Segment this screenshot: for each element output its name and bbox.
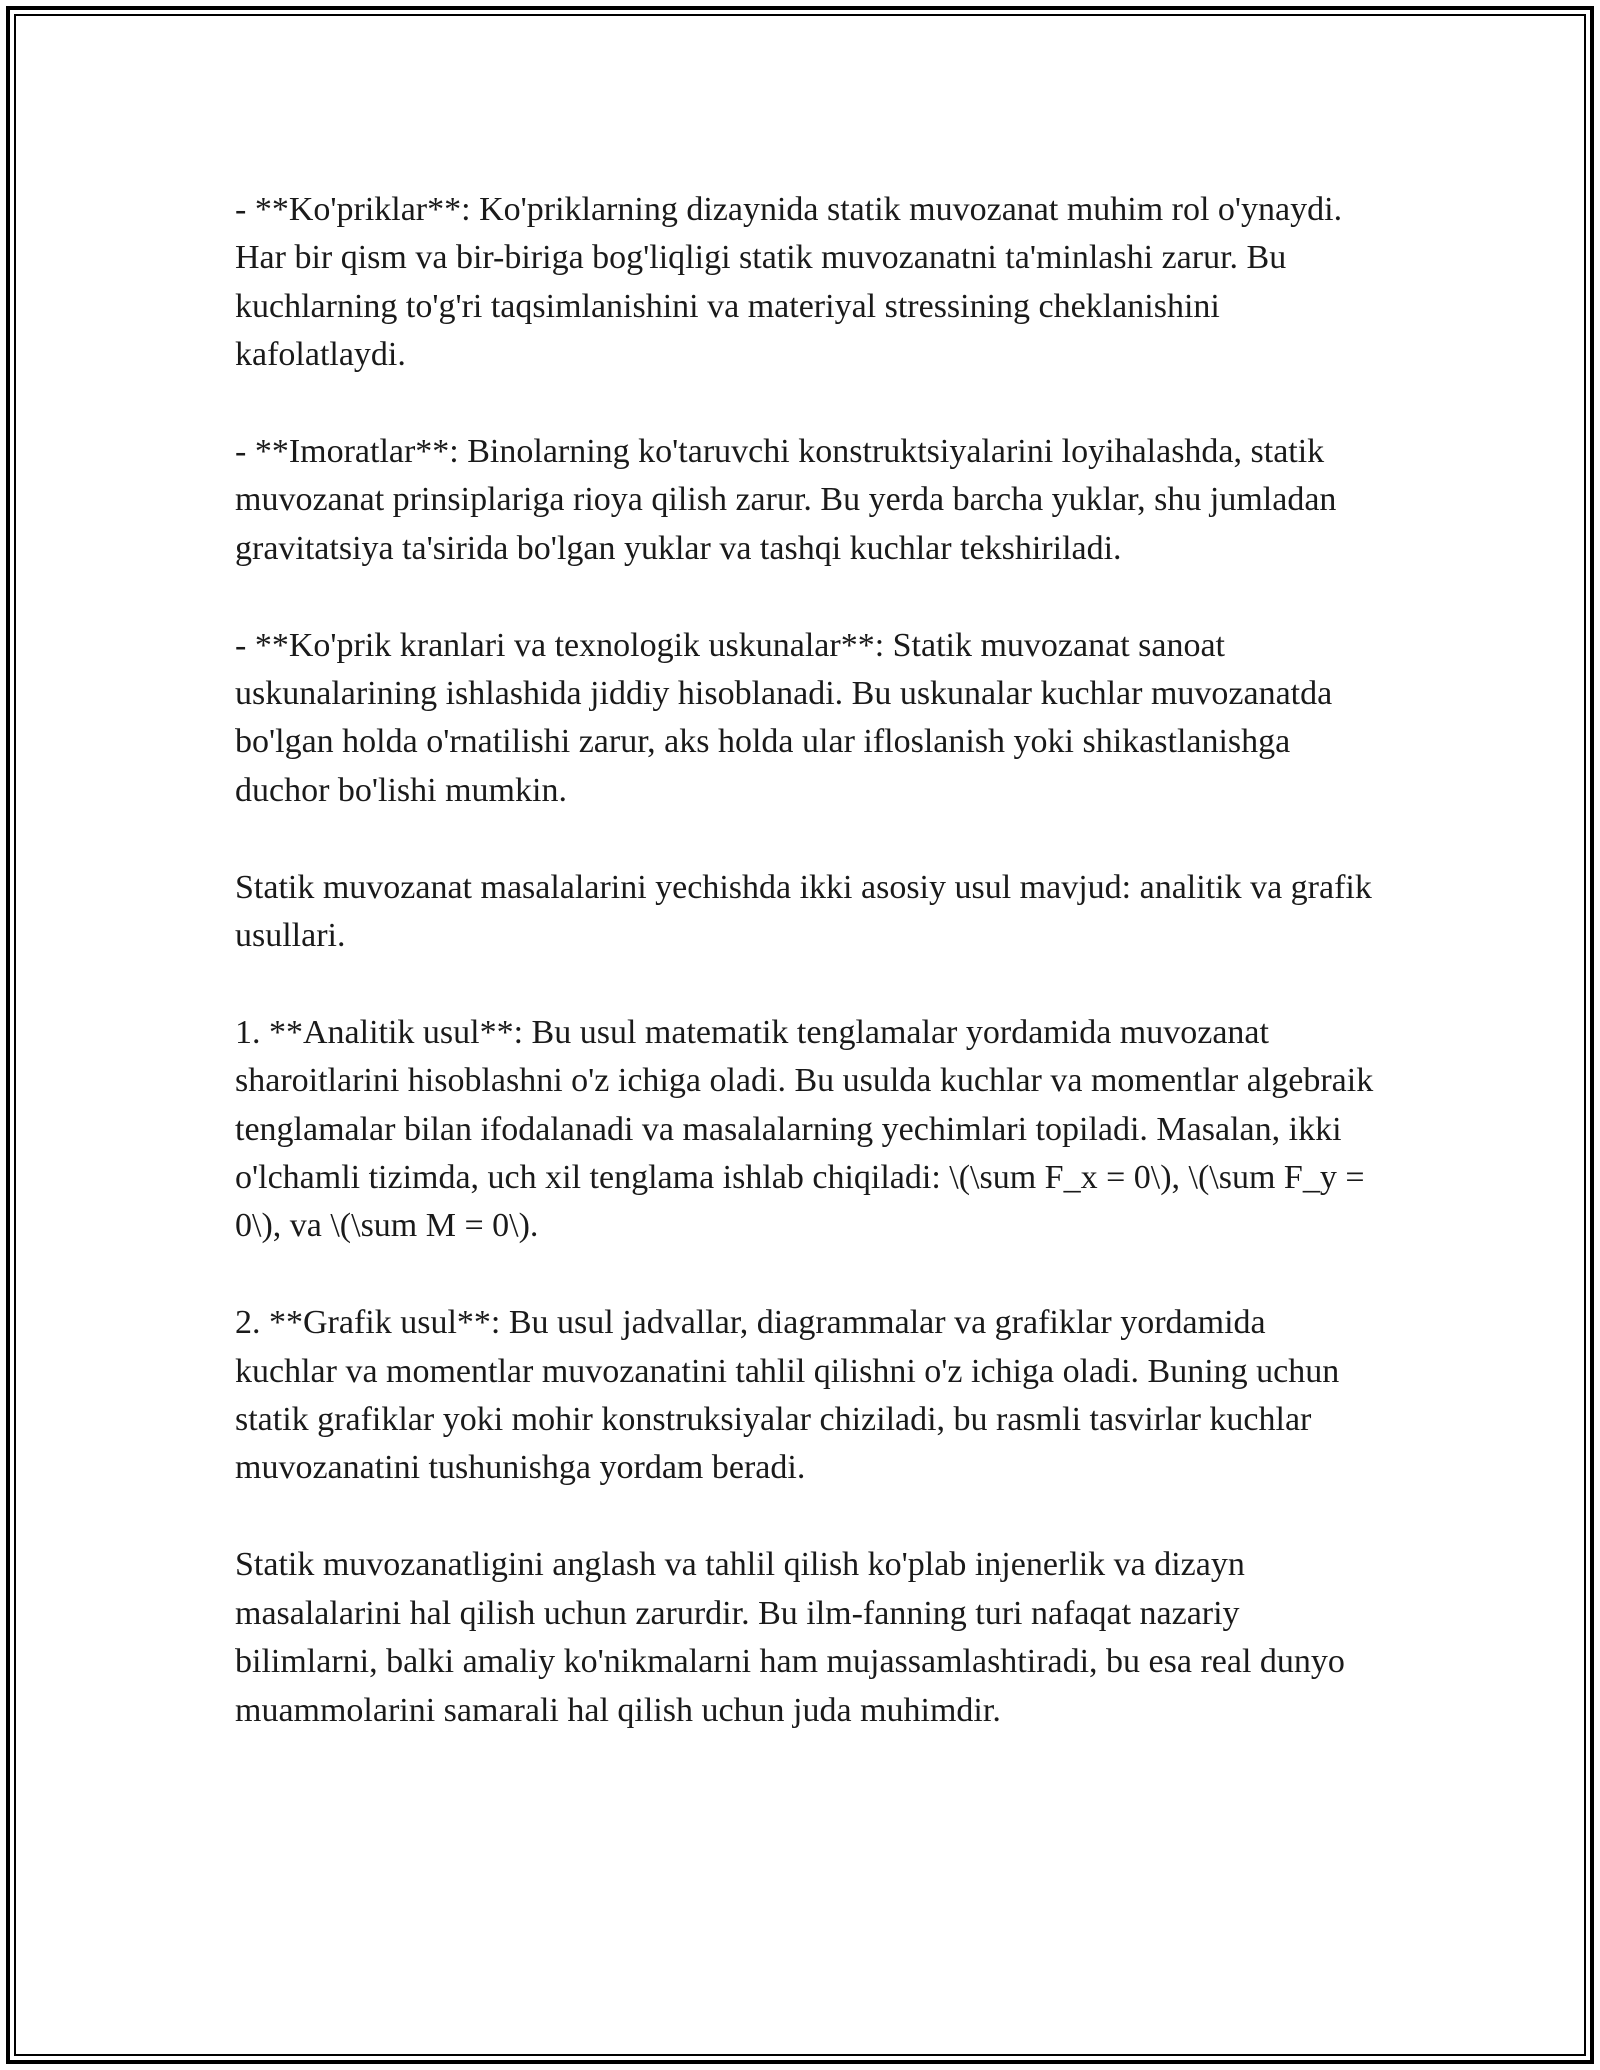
- paragraph-cranes-equipment: - **Ko'prik kranlari va texnologik uskunalar**: Statik muvozanat sanoat uskunalarining ishlashida jiddiy hisoblanadi. Bu uskunalar kuchlar muvozanatda bo'lgan holda o'rnatilishi zarur, aks holda ular ifloslanish yoki shikastlanishga duchor bo'lishi mumkin.: [235, 626, 1333, 809]
- paragraph-methods-intro: Statik muvozanat masalalarini yechishda ikki asosiy usul mavjud: analitik va grafik usullari.: [235, 868, 1372, 955]
- paragraph-buildings: - **Imoratlar**: Binolarning ko'taruvchi konstruktsiyalarini loyihalashda, statik muvozanat prinsiplariga rioya qilish zarur. Bu yerda barcha yuklar, shu jumladan gravitatsiya ta'sirida bo'lgan yuklar va tashqi kuchlar tekshiriladi.: [235, 433, 1337, 567]
- paragraph-analytic-method: 1. **Analitik usul**: Bu usul matematik tenglamalar yordamida muvozanat sharoitlarini hisoblashni o'z ichiga oladi. Bu usulda kuchlar va momentlar algebraik tenglamalar bilan ifodalanadi va masalalarning yechimlari topiladi. Masalan, ikki o'lchamli tizimda, uch xil tenglama ishlab chiqiladi: \(\sum F_x = 0\), \(\sum F_y = 0\), va \(\sum M = 0\).: [235, 1013, 1374, 1245]
- document-body: [235, 186, 1375, 1783]
- paragraph-bridges: - **Ko'priklar**: Ko'priklarning dizaynida statik muvozanat muhim rol o'ynaydi. Har bir qism va bir-biriga bog'liqligi statik muvozanatni ta'minlashi zarur. Bu kuchlarning to'g'ri taqsimlanishini va materiyal stressining cheklanishini kafolatlaydi.: [235, 191, 1343, 374]
- paragraph-conclusion: Statik muvozanatligini anglash va tahlil qilish ko'plab injenerlik va dizayn masalalarini hal qilish uchun zarurdir. Bu ilm-fanning turi nafaqat nazariy bilimlarni, balki amaliy ko'nikmalarni ham mujassamlashtiradi, bu esa real dunyo muammolarini samarali hal qilish uchun juda muhimdir.: [235, 1546, 1345, 1729]
- paragraph-graphic-method: 2. **Grafik usul**: Bu usul jadvallar, diagrammalar va grafiklar yordamida kuchlar va momentlar muvozanatini tahlil qilishni o'z ichiga oladi. Buning uchun statik grafiklar yoki mohir konstruksiyalar chiziladi, bu rasmli tasvirlar kuchlar muvozanatini tushunishga yordam beradi.: [235, 1304, 1340, 1487]
